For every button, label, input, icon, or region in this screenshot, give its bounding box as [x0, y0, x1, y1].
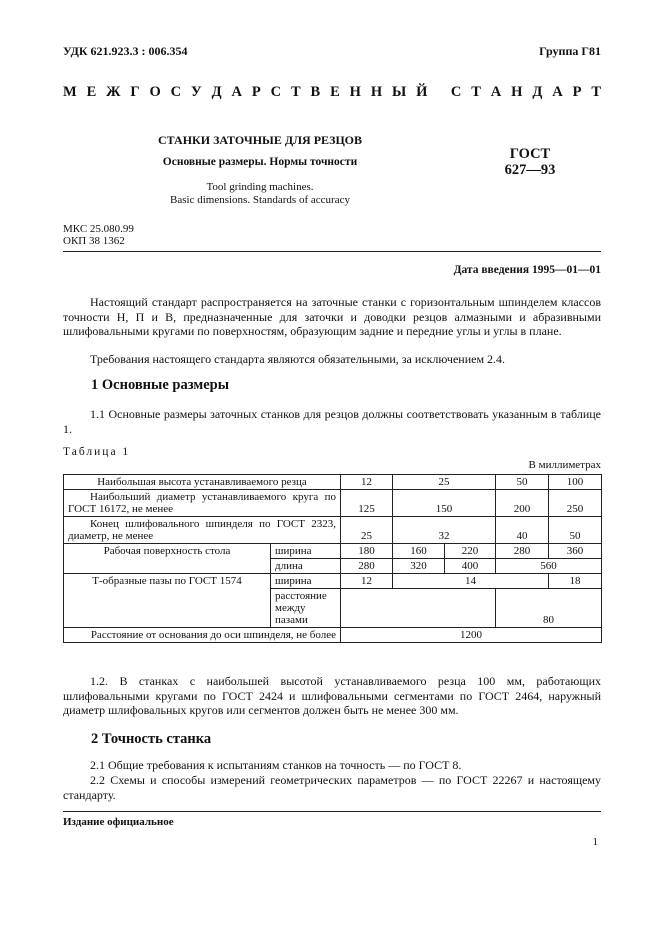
english-subtitle: Basic dimensions. Standards of accuracy — [170, 194, 350, 206]
paragraph-1-1: 1.1 Основные размеры заточных станков для резцов должны соответствовать указанным в таблице 1. — [63, 407, 601, 436]
table-row — [64, 574, 602, 589]
table-cell: 18 — [549, 574, 602, 589]
table-sub-label: ширина — [271, 574, 341, 589]
banner-letter: Р — [572, 84, 582, 100]
table-row-label: Наибольший диаметр устанавливаемого круга по ГОСТ 16172, не менее — [64, 490, 341, 517]
table-cell: 220 — [445, 544, 496, 559]
banner-letter: Д — [211, 84, 222, 100]
document-title: СТАНКИ ЗАТОЧНЫЕ ДЛЯ РЕЗЦОВ — [157, 133, 363, 147]
banner-letter: С — [450, 84, 462, 100]
table-row — [64, 490, 602, 517]
paragraph-1-2: 1.2. В станках с наибольшей высотой устанавливаемого резца 100 мм, работающих шлифовальными кругами по ГОСТ 2424 и шлифовальными сегментами по ГОСТ 2464, наружный диаметр шлифовальных кругов или сегментов должен быть не менее 300 мм. — [63, 674, 601, 717]
banner-letter: Н — [511, 84, 523, 100]
table-cell: 360 — [549, 544, 602, 559]
table-cell: 100 — [549, 475, 602, 490]
table-unit: В миллиметрах — [528, 459, 601, 471]
table-cell: 12 — [341, 574, 393, 589]
table-cell: 50 — [549, 517, 602, 544]
english-title: Tool grinding machines. — [206, 181, 314, 193]
banner-letter: О — [149, 84, 161, 100]
table-row-label: Наибольшая высота устанавливаемого резца — [64, 475, 341, 490]
banner-letter: А — [552, 84, 563, 100]
table-cell: 50 — [496, 475, 549, 490]
official-edition-note: Издание официальное — [63, 816, 174, 828]
banner-letter: С — [270, 84, 282, 100]
group-code: Группа Г81 — [539, 44, 601, 58]
banner-letter: Д — [532, 84, 543, 100]
table-cell: 1200 — [341, 628, 602, 643]
gost-number — [500, 146, 560, 178]
main-dimensions-table — [63, 474, 602, 643]
table-cell: 12 — [341, 475, 393, 490]
table-row-label: Конец шлифовального шпинделя по ГОСТ 2323, диаметр, не менее — [64, 517, 341, 544]
table-sub-label: расстояние между пазами — [271, 589, 341, 628]
banner-letter: В — [310, 84, 321, 100]
table-cell: 280 — [341, 559, 393, 574]
banner-letter: А — [490, 84, 502, 100]
banner-letter: Т — [290, 84, 301, 100]
banner-letter: Ж — [106, 84, 121, 100]
banner-letter: Й — [416, 84, 428, 100]
table-cell: 125 — [341, 490, 393, 517]
banner-letter: Р — [251, 84, 261, 100]
table-row — [64, 628, 602, 643]
table-sub-label: длина — [271, 559, 341, 574]
table-cell: 25 — [393, 475, 496, 490]
page-number: 1 — [592, 836, 598, 848]
table-cell: 25 — [341, 517, 393, 544]
classification-codes — [63, 223, 134, 247]
intro-paragraph-mandatory: Требования настоящего стандарта являются обязательными, за исключением 2.4. — [90, 352, 506, 366]
banner-letter: А — [231, 84, 242, 100]
paragraph-2-2: 2.2 Схемы и способы измерений геометрических параметров — по ГОСТ 22267 и настоящему стандарту. — [63, 773, 601, 802]
banner-letter: Ы — [392, 84, 407, 100]
paragraph-2-1: 2.1 Общие требования к испытаниям станков на точность — по ГОСТ 8. — [90, 758, 462, 772]
table-cell: 280 — [496, 544, 549, 559]
banner-space — [437, 84, 441, 101]
table-caption: Таблица 1 — [63, 446, 131, 458]
table-cell: 200 — [496, 490, 549, 517]
intro-paragraph: Настоящий стандарт распространяется на заточные станки с горизонтальным шпинделем классов точности Н, П и В, предназначенные для заточки и доводки резцов алмазными и абразивными шлифовальными кругами по поверхностям, образующим задние и передние углы и углы в плане. — [63, 295, 601, 338]
table-cell: 14 — [393, 574, 549, 589]
document-subtitle: Основные размеры. Нормы точности — [162, 156, 358, 168]
banner-letter: Е — [86, 84, 97, 100]
banner-letter: У — [191, 84, 202, 100]
table-cell: 560 — [496, 559, 602, 574]
table-cell: 320 — [393, 559, 445, 574]
table-sub-label: ширина — [271, 544, 341, 559]
table-row-label: Расстояние от основания до оси шпинделя, не более — [64, 628, 341, 643]
table-cell: 250 — [549, 490, 602, 517]
section-heading-1: 1 Основные размеры — [91, 377, 230, 393]
table-cell: 160 — [393, 544, 445, 559]
okp-code: ОКП 38 1362 — [63, 235, 125, 247]
date-of-introduction: Дата введения 1995—01—01 — [453, 264, 601, 276]
table-cell — [341, 589, 496, 628]
udk-code: УДК 621.923.3 : 006.354 — [63, 44, 188, 58]
table-cell: 40 — [496, 517, 549, 544]
footer-divider — [63, 811, 601, 812]
table-cell: 32 — [393, 517, 496, 544]
table-cell: 180 — [341, 544, 393, 559]
section-heading-2: 2 Точность станка — [91, 731, 212, 747]
banner-letter: Т — [591, 84, 601, 100]
table-row — [64, 475, 602, 490]
banner-letter: Е — [330, 84, 340, 100]
table-cell: 150 — [393, 490, 496, 517]
banner-letter: М — [63, 84, 77, 100]
banner-letter: Н — [370, 84, 383, 100]
banner-letter: С — [170, 84, 182, 100]
gost-label: ГОСТ — [509, 146, 551, 162]
divider — [63, 251, 601, 252]
interstate-standard-banner — [63, 84, 601, 101]
table-row-label: Рабочая поверхность стола — [64, 544, 271, 574]
table-cell: 400 — [445, 559, 496, 574]
table-row — [64, 544, 602, 559]
table-row — [64, 517, 602, 544]
table-cell: 80 — [496, 589, 602, 628]
banner-letter: Г — [130, 84, 140, 100]
banner-letter: Н — [349, 84, 361, 100]
mks-code: МКС 25.080.99 — [63, 223, 134, 235]
gost-code: 627—93 — [504, 162, 556, 178]
table-row-label: Т-образные пазы по ГОСТ 1574 — [64, 574, 271, 628]
banner-letter: Т — [471, 84, 481, 100]
